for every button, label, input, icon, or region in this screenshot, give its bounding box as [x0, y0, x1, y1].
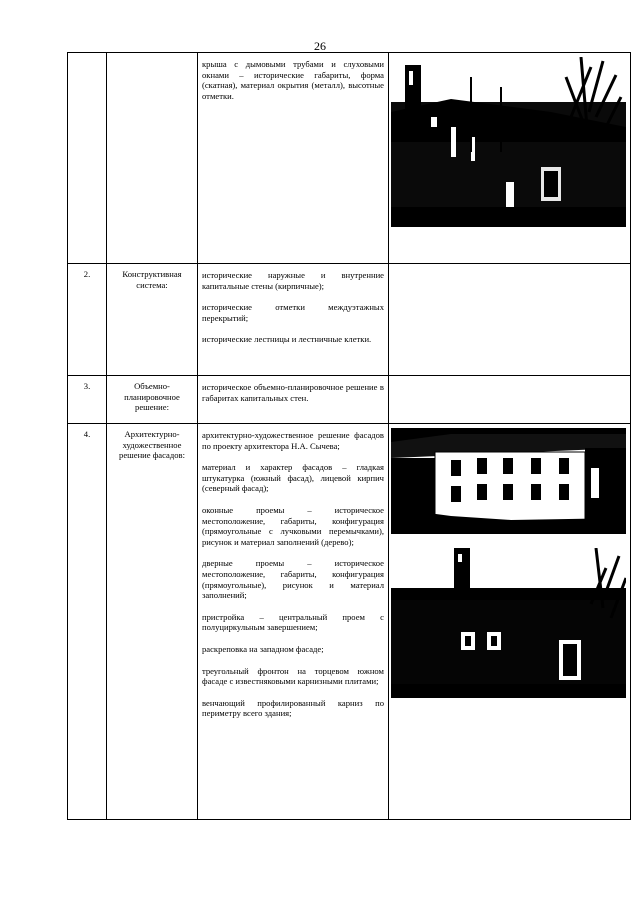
description-paragraph: историческое объемно-планировочное решение в габаритах капитальных стен. [202, 382, 384, 403]
row-photo-cell [389, 376, 631, 424]
row-photo-cell [389, 53, 631, 264]
description-paragraph: архитектурно-художественное решение фасадов по проекту архитектора Н.А. Сычева; [202, 430, 384, 451]
row-name-cell [107, 53, 198, 264]
table-row [68, 264, 631, 376]
row-description-cell [198, 264, 389, 376]
row-number-cell: 2. [68, 264, 107, 376]
north-facade-photo [391, 548, 626, 698]
row-number-cell: 4. [68, 424, 107, 820]
row-photo-cell [389, 264, 631, 376]
description-paragraph: исторические лестницы и лестничные клетки. [202, 334, 372, 345]
page-number: 26 [314, 39, 326, 53]
table-row [68, 53, 631, 264]
table-row [68, 424, 631, 820]
description-paragraph: раскреповка на западном фасаде; [202, 643, 324, 654]
description-paragraph: треугольный фронтон на торцевом южном фасаде с известняковыми карнизными плитами; [202, 665, 384, 687]
description-paragraph: материал и характер фасадов – гладкая штукатурка (южный фасад), лицевой кирпич (северный фасад); [202, 462, 384, 494]
row-name-cell: Объемно-планировочное решение: [107, 376, 198, 424]
description-paragraph: исторические отметки междуэтажных перекрытий; [202, 302, 384, 323]
building-roof-photo [391, 57, 626, 227]
row-description-cell [198, 424, 389, 820]
row-number-cell: 3. [68, 376, 107, 424]
description-paragraph: дверные проемы – историческое местоположение, габариты, конфигурация (прямоугольные), рисунок и материал заполнений; [202, 558, 384, 601]
description-paragraph: крыша с дымовыми трубами и слуховыми окнами – исторические габариты, форма (скатная), материал окрытия (металл), высотные отметки. [202, 59, 384, 101]
row-name-cell: Конструктивная система: [107, 264, 198, 376]
row-photo-cell [389, 424, 631, 820]
description-paragraph: венчающий профилированный карниз по периметру всего здания; [202, 697, 384, 719]
row-description-cell [198, 376, 389, 424]
description-paragraph: оконные проемы – историческое местоположение, габариты, конфигурация (прямоугольные с лучковыми перемычками), рисунок и материал заполнений (дерево); [202, 504, 384, 547]
table-row [68, 376, 631, 424]
row-name-cell: Архитектурно-художественное решение фасадов: [107, 424, 198, 820]
row-description-cell [198, 53, 389, 264]
description-paragraph: исторические наружные и внутренние капитальные стены (кирпичные); [202, 270, 384, 291]
description-paragraph: пристройка – центральный проем с полуциркульным завершением; [202, 611, 384, 633]
row-number-cell [68, 53, 107, 264]
south-facade-photo [391, 428, 626, 534]
protection-subject-table [67, 52, 631, 820]
